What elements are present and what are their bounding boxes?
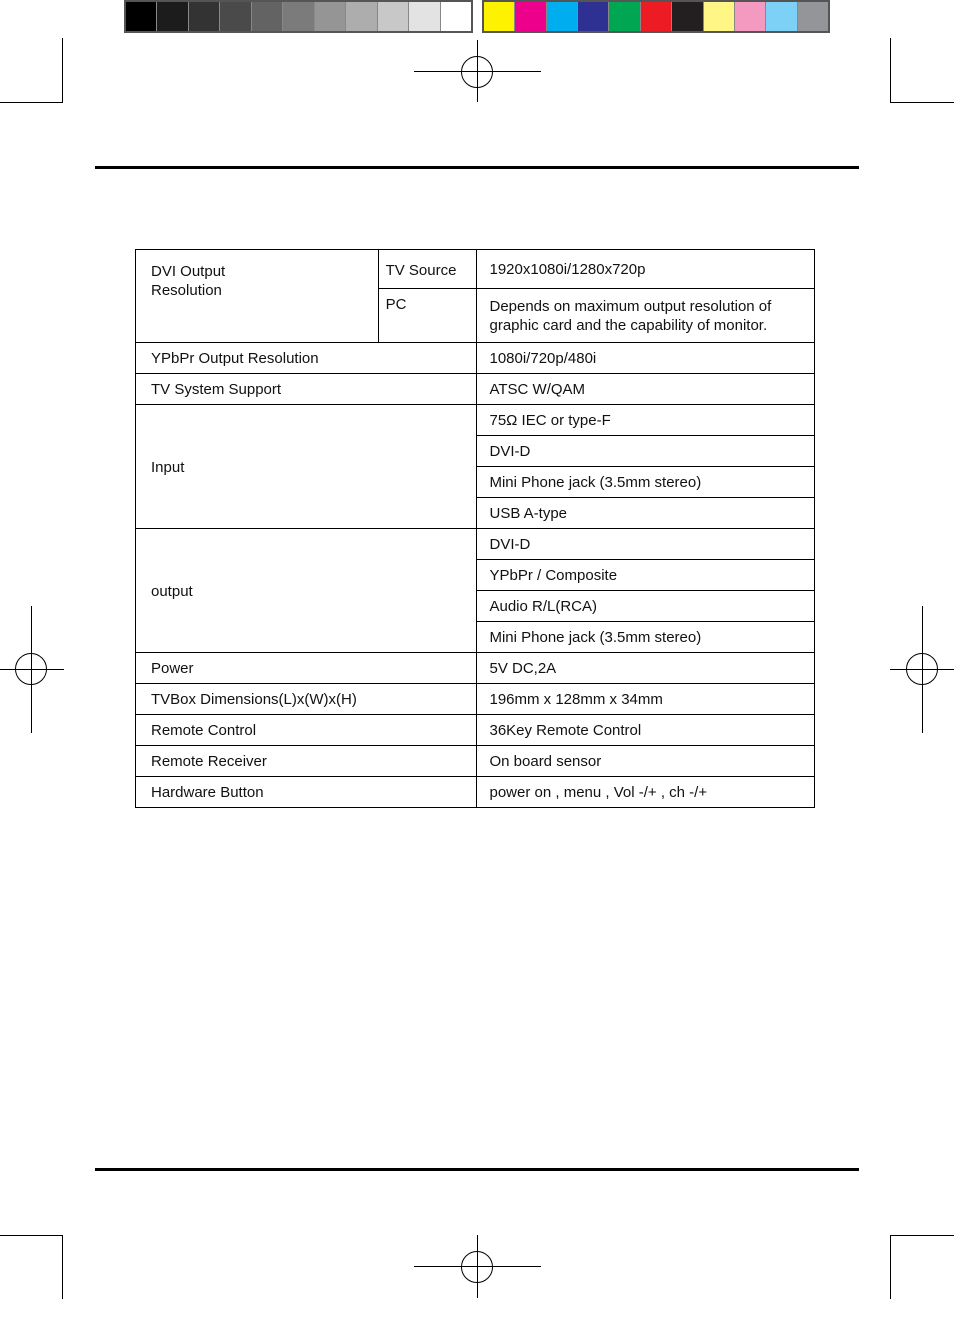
color-swatch xyxy=(547,2,578,31)
power-label: Power xyxy=(136,653,477,684)
color-swatch xyxy=(704,2,735,31)
pc-label: PC xyxy=(378,289,477,343)
color-calibration-bar xyxy=(482,0,830,33)
tv-system-value: ATSC W/QAM xyxy=(477,374,815,405)
color-swatch xyxy=(735,2,766,31)
gray-swatch xyxy=(283,2,314,31)
color-swatch xyxy=(515,2,546,31)
gray-swatch xyxy=(378,2,409,31)
crop-mark xyxy=(62,38,63,103)
crop-mark xyxy=(890,1235,891,1299)
table-row xyxy=(136,374,815,405)
hardware-button-value: power on , menu , Vol -/+ , ch -/+ xyxy=(477,777,815,808)
tv-system-label: TV System Support xyxy=(136,374,477,405)
table-row xyxy=(136,777,815,808)
input-item: DVI-D xyxy=(477,436,815,467)
tv-source-value: 1920x1080i/1280x720p xyxy=(477,250,815,289)
color-swatch xyxy=(766,2,797,31)
dvi-output-label: DVI Output Resolution xyxy=(136,250,379,343)
registration-target-icon xyxy=(906,653,938,685)
dimensions-label: TVBox Dimensions(L)x(W)x(H) xyxy=(136,684,477,715)
specification-table xyxy=(135,249,815,808)
header-rule xyxy=(95,166,859,169)
gray-swatch xyxy=(409,2,440,31)
input-label: Input xyxy=(136,405,477,529)
table-row xyxy=(136,250,815,289)
power-value: 5V DC,2A xyxy=(477,653,815,684)
registration-target-icon xyxy=(461,56,493,88)
pc-value: Depends on maximum output resolution of graphic card and the capability of monitor. xyxy=(477,289,815,343)
gray-swatch xyxy=(189,2,220,31)
color-swatch xyxy=(609,2,640,31)
dimensions-value: 196mm x 128mm x 34mm xyxy=(477,684,815,715)
remote-control-value: 36Key Remote Control xyxy=(477,715,815,746)
table-row xyxy=(136,715,815,746)
remote-control-label: Remote Control xyxy=(136,715,477,746)
crop-mark xyxy=(0,1235,63,1236)
table-row xyxy=(136,405,815,436)
table-row xyxy=(136,529,815,560)
output-item: Audio R/L(RCA) xyxy=(477,591,815,622)
registration-target-icon xyxy=(15,653,47,685)
output-item: Mini Phone jack (3.5mm stereo) xyxy=(477,622,815,653)
gray-swatch xyxy=(252,2,283,31)
color-swatch xyxy=(672,2,703,31)
gray-swatch xyxy=(220,2,251,31)
footer-rule xyxy=(95,1168,859,1171)
tv-source-label: TV Source xyxy=(378,250,477,289)
crop-mark xyxy=(0,102,63,103)
ypbpr-value: 1080i/720p/480i xyxy=(477,343,815,374)
input-item: Mini Phone jack (3.5mm stereo) xyxy=(477,467,815,498)
hardware-button-label: Hardware Button xyxy=(136,777,477,808)
remote-receiver-label: Remote Receiver xyxy=(136,746,477,777)
gray-swatch xyxy=(346,2,377,31)
output-label: output xyxy=(136,529,477,653)
grayscale-calibration-bar xyxy=(124,0,473,33)
crop-mark xyxy=(890,102,954,103)
color-swatch xyxy=(578,2,609,31)
table-row xyxy=(136,684,815,715)
input-item: USB A-type xyxy=(477,498,815,529)
gray-swatch xyxy=(126,2,157,31)
crop-mark xyxy=(890,38,891,103)
color-swatch xyxy=(641,2,672,31)
crop-mark xyxy=(890,1235,954,1236)
input-item: 75Ω IEC or type-F xyxy=(477,405,815,436)
ypbpr-label: YPbPr Output Resolution xyxy=(136,343,477,374)
gray-swatch xyxy=(315,2,346,31)
table-row xyxy=(136,746,815,777)
color-swatch xyxy=(484,2,515,31)
color-swatch xyxy=(798,2,828,31)
table-row xyxy=(136,343,815,374)
crop-mark xyxy=(62,1235,63,1299)
registration-target-icon xyxy=(461,1251,493,1283)
remote-receiver-value: On board sensor xyxy=(477,746,815,777)
gray-swatch xyxy=(441,2,471,31)
output-item: YPbPr / Composite xyxy=(477,560,815,591)
gray-swatch xyxy=(157,2,188,31)
output-item: DVI-D xyxy=(477,529,815,560)
table-row xyxy=(136,653,815,684)
